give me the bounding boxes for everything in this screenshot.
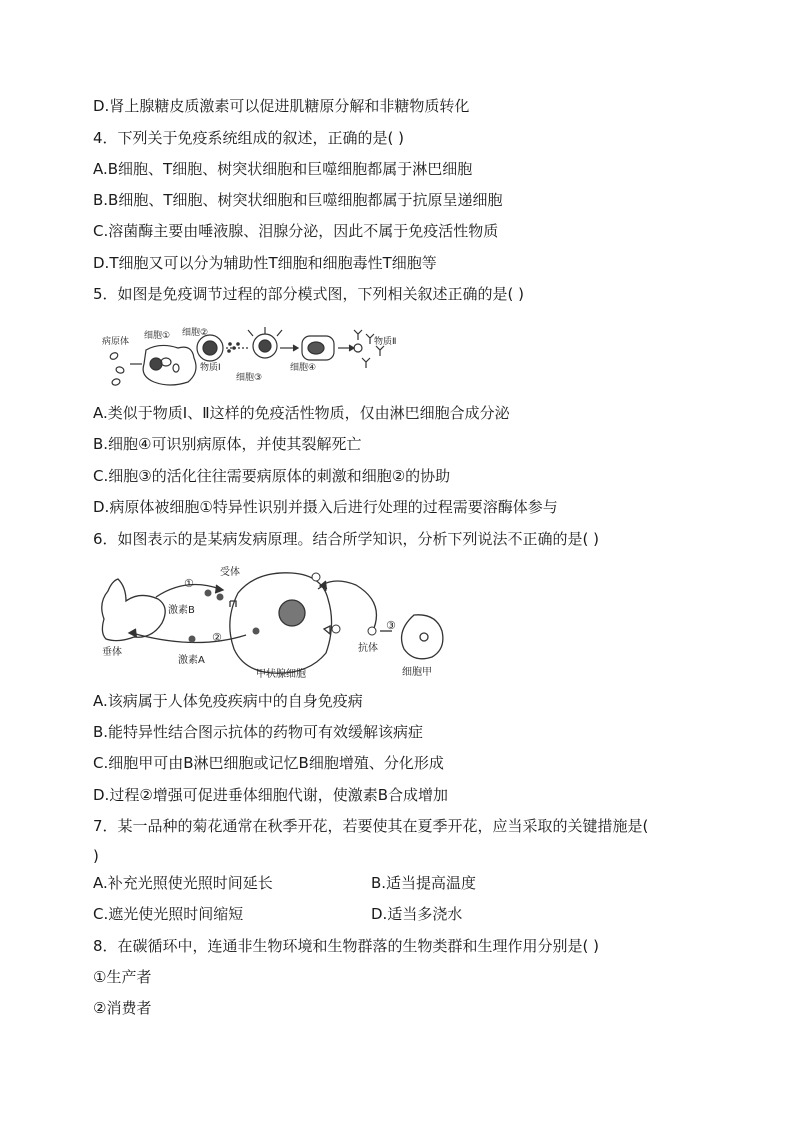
pathogen-label: 病原体 bbox=[102, 337, 130, 347]
substance2-label: 物质Ⅱ bbox=[374, 337, 397, 347]
q8-stem: 8．在碳循环中，连通非生物环境和生物群落的生物类群和生理作用分别是( ) bbox=[93, 937, 600, 955]
q6-stem: 6．如图表示的是某病发病原理。结合所学知识，分析下列说法不正确的是( ) bbox=[93, 530, 600, 548]
q4-option-b: B.B细胞、T细胞、树突状细胞和巨噬细胞都属于抗原呈递细胞 bbox=[93, 191, 503, 209]
antibody-label: 抗体 bbox=[358, 643, 378, 654]
step2-label: ② bbox=[212, 631, 222, 644]
q4-stem: 4．下列关于免疫系统组成的叙述，正确的是( ) bbox=[93, 129, 405, 147]
cell3-label: 细胞③ bbox=[236, 373, 263, 383]
q5-option-c: C.细胞③的活化往往需要病原体的刺激和细胞②的协助 bbox=[93, 467, 451, 485]
q5-option-b: B.细胞④可识别病原体，并使其裂解死亡 bbox=[93, 435, 362, 453]
q3-option-d: D.肾上腺糖皮质激素可以促进肌糖原分解和非糖物质转化 bbox=[93, 97, 470, 115]
q8-option-2: ②消费者 bbox=[93, 999, 152, 1017]
cell1-label: 细胞① bbox=[144, 331, 171, 341]
substance1-label: 物质Ⅰ bbox=[200, 363, 221, 373]
q5-stem: 5．如图是免疫调节过程的部分模式图，下列相关叙述正确的是( ) bbox=[93, 285, 525, 303]
q7-option-c: C.遮光使光照时间缩短 bbox=[93, 905, 244, 923]
q7-option-b: B.适当提高温度 bbox=[371, 874, 477, 892]
cell-a-label: 细胞甲 bbox=[402, 667, 432, 678]
pituitary-label: 垂体 bbox=[102, 647, 122, 658]
q6-option-c: C.细胞甲可由B淋巴细胞或记忆B细胞增殖、分化形成 bbox=[93, 754, 444, 772]
cell2-label: 细胞② bbox=[182, 328, 209, 338]
step3-label: ③ bbox=[386, 619, 396, 632]
q7-option-d: D.适当多浇水 bbox=[371, 905, 463, 923]
q8-option-1: ①生产者 bbox=[93, 968, 152, 986]
q4-option-a: A.B细胞、T细胞、树突状细胞和巨噬细胞都属于淋巴细胞 bbox=[93, 160, 473, 178]
receptor-label: 受体 bbox=[220, 567, 240, 578]
immune-process-figure bbox=[100, 318, 420, 390]
q7-option-a: A.补充光照使光照时间延长 bbox=[93, 874, 273, 892]
disease-mechanism-figure bbox=[96, 563, 456, 683]
q7-stem: 7．某一品种的菊花通常在秋季开花，若要使其在夏季开花，应当采取的关键措施是( bbox=[93, 817, 649, 835]
thyroid-label: 甲状腺细胞 bbox=[256, 669, 306, 680]
hormone-b-label: 激素B bbox=[168, 605, 195, 616]
hormone-a-label: 激素A bbox=[178, 655, 205, 666]
q5-option-a: A.类似于物质Ⅰ、Ⅱ这样的免疫活性物质，仅由淋巴细胞合成分泌 bbox=[93, 404, 510, 422]
q6-option-b: B.能特异性结合图示抗体的药物可有效缓解该病症 bbox=[93, 723, 424, 741]
q5-option-d: D.病原体被细胞①特异性识别并摄入后进行处理的过程需要溶酶体参与 bbox=[93, 498, 558, 516]
q4-option-c: C.溶菌酶主要由唾液腺、泪腺分泌，因此不属于免疫活性物质 bbox=[93, 222, 499, 240]
cell4-label: 细胞④ bbox=[290, 363, 317, 373]
step1-label: ① bbox=[184, 577, 194, 590]
q6-option-a: A.该病属于人体免疫疾病中的自身免疫病 bbox=[93, 692, 363, 710]
q7-stem-continued: ) bbox=[93, 847, 99, 865]
q4-option-d: D.T细胞又可以分为辅助性T细胞和细胞毒性T细胞等 bbox=[93, 254, 437, 272]
q6-option-d: D.过程②增强可促进垂体细胞代谢，使激素B合成增加 bbox=[93, 786, 449, 804]
